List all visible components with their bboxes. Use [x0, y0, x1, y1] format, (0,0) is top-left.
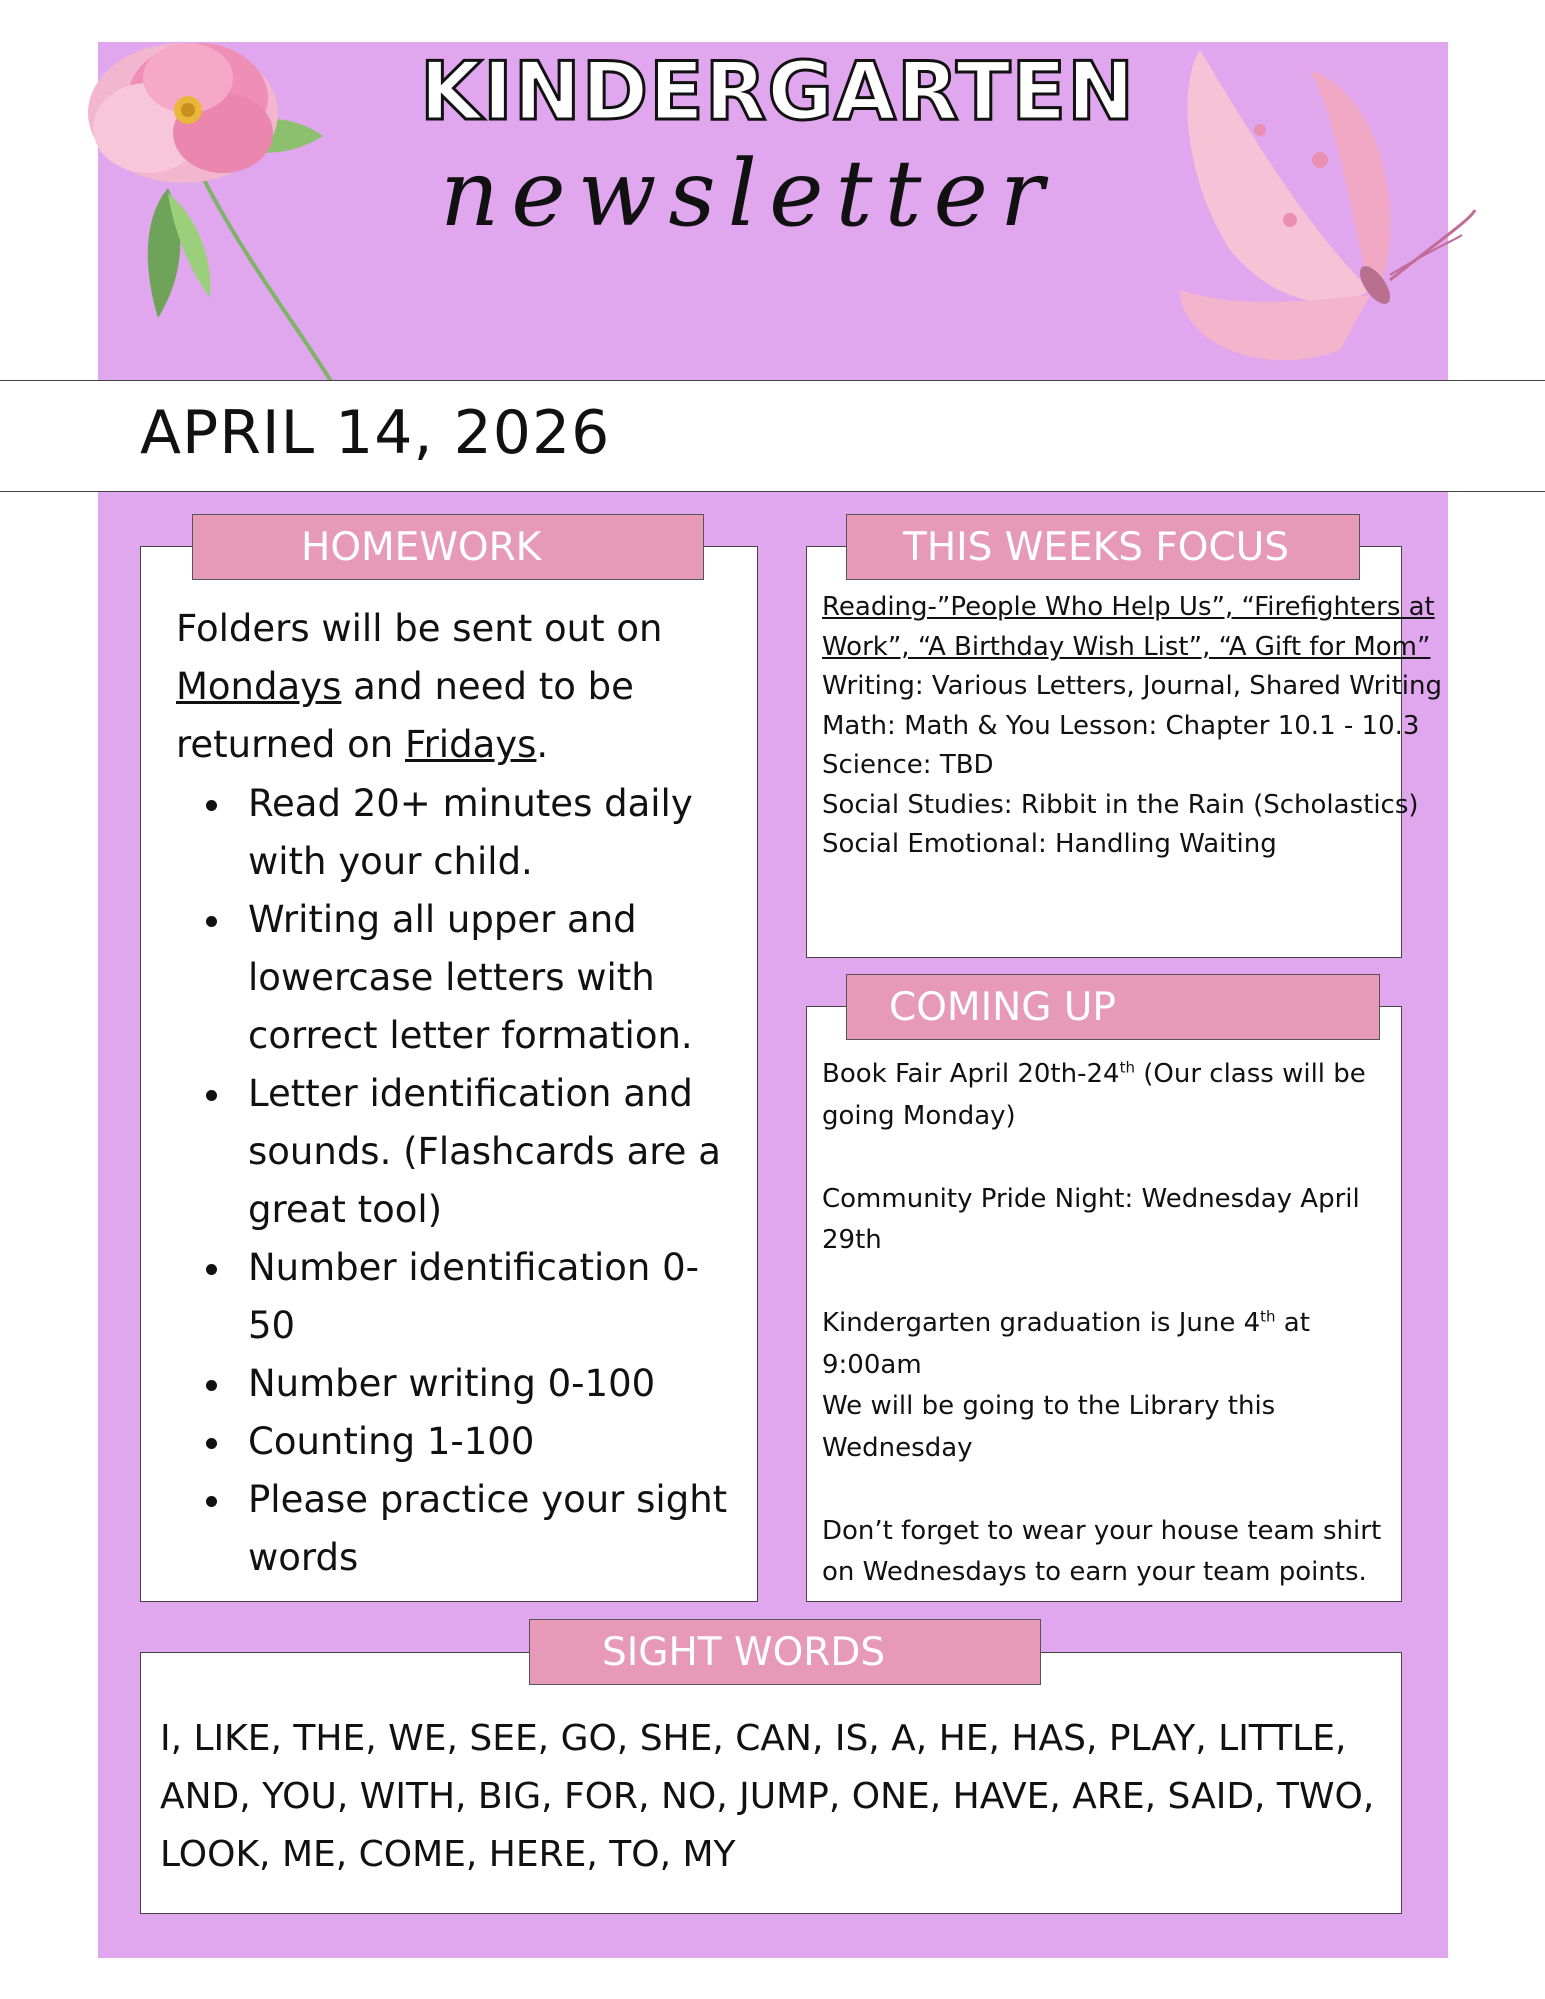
coming-up-content: [822, 1054, 1392, 1594]
list-item: Writing all upper and lowercase letters with correct letter formation.: [248, 891, 736, 1065]
focus-social-emotional: Social Emotional: Handling Waiting: [822, 829, 1277, 859]
focus-reading-line1: Reading-”People Who Help Us”, “Firefighters at: [822, 592, 1435, 622]
list-item: Read 20+ minutes daily with your child.: [248, 775, 736, 891]
homework-intro: Folders will be sent out on Mondays and need to be returned on Fridays.: [176, 607, 663, 766]
homework-day-fridays: Fridays: [405, 723, 537, 766]
butterfly-illustration: [1140, 10, 1480, 380]
newsletter-date: APRIL 14, 2026: [140, 398, 611, 468]
list-item: Please practice your sight words: [248, 1471, 736, 1587]
focus-reading-line2: Work”, “A Birthday Wish List”, “A Gift for Mom”: [822, 631, 1431, 662]
event-graduation: Kindergarten graduation is June 4th at 9:00am: [822, 1307, 1310, 1380]
coming-up-heading: COMING UP: [846, 974, 1380, 1040]
event-book-fair: Book Fair April 20th-24th (Our class will be going Monday): [822, 1058, 1366, 1131]
list-item: Letter identification and sounds. (Flashcards are a great tool): [248, 1065, 736, 1239]
focus-writing: Writing: Various Letters, Journal, Shared Writing: [822, 671, 1442, 701]
newsletter-title: KINDERGARTEN: [420, 45, 1136, 138]
list-item: Counting 1-100: [248, 1413, 736, 1471]
sight-words-list: I, LIKE, THE, WE, SEE, GO, SHE, CAN, IS, A, HE, HAS, PLAY, LITTLE, AND, YOU, WITH, BIG, FOR, NO, JUMP, ONE, HAVE, ARE, SAID, TWO, LOOK, ME, COME, HERE, TO, MY: [160, 1718, 1375, 1875]
event-library: We will be going to the Library this Wednesday: [822, 1391, 1276, 1463]
focus-math: Math: Math & You Lesson: Chapter 10.1 - 10.3: [822, 710, 1420, 741]
focus-content: [822, 588, 1442, 865]
list-item: Number writing 0-100: [248, 1355, 736, 1413]
homework-day-mondays: Mondays: [176, 665, 342, 708]
event-house-shirt: Don’t forget to wear your house team shirt on Wednesdays to earn your team points.: [822, 1515, 1382, 1587]
event-pride-night: Community Pride Night: Wednesday April 29th: [822, 1183, 1360, 1255]
focus-heading: THIS WEEKS FOCUS: [846, 514, 1360, 580]
homework-list: [176, 775, 736, 1587]
homework-heading: HOMEWORK: [192, 514, 704, 580]
newsletter-subtitle: newsletter: [440, 140, 1056, 247]
focus-social-studies: Social Studies: Ribbit in the Rain (Scholastics): [822, 789, 1419, 820]
peony-flower-illustration: [48, 18, 388, 418]
sight-words-heading: SIGHT WORDS: [529, 1619, 1041, 1685]
list-item: Number identification 0-50: [248, 1239, 736, 1355]
focus-science: Science: TBD: [822, 750, 994, 780]
